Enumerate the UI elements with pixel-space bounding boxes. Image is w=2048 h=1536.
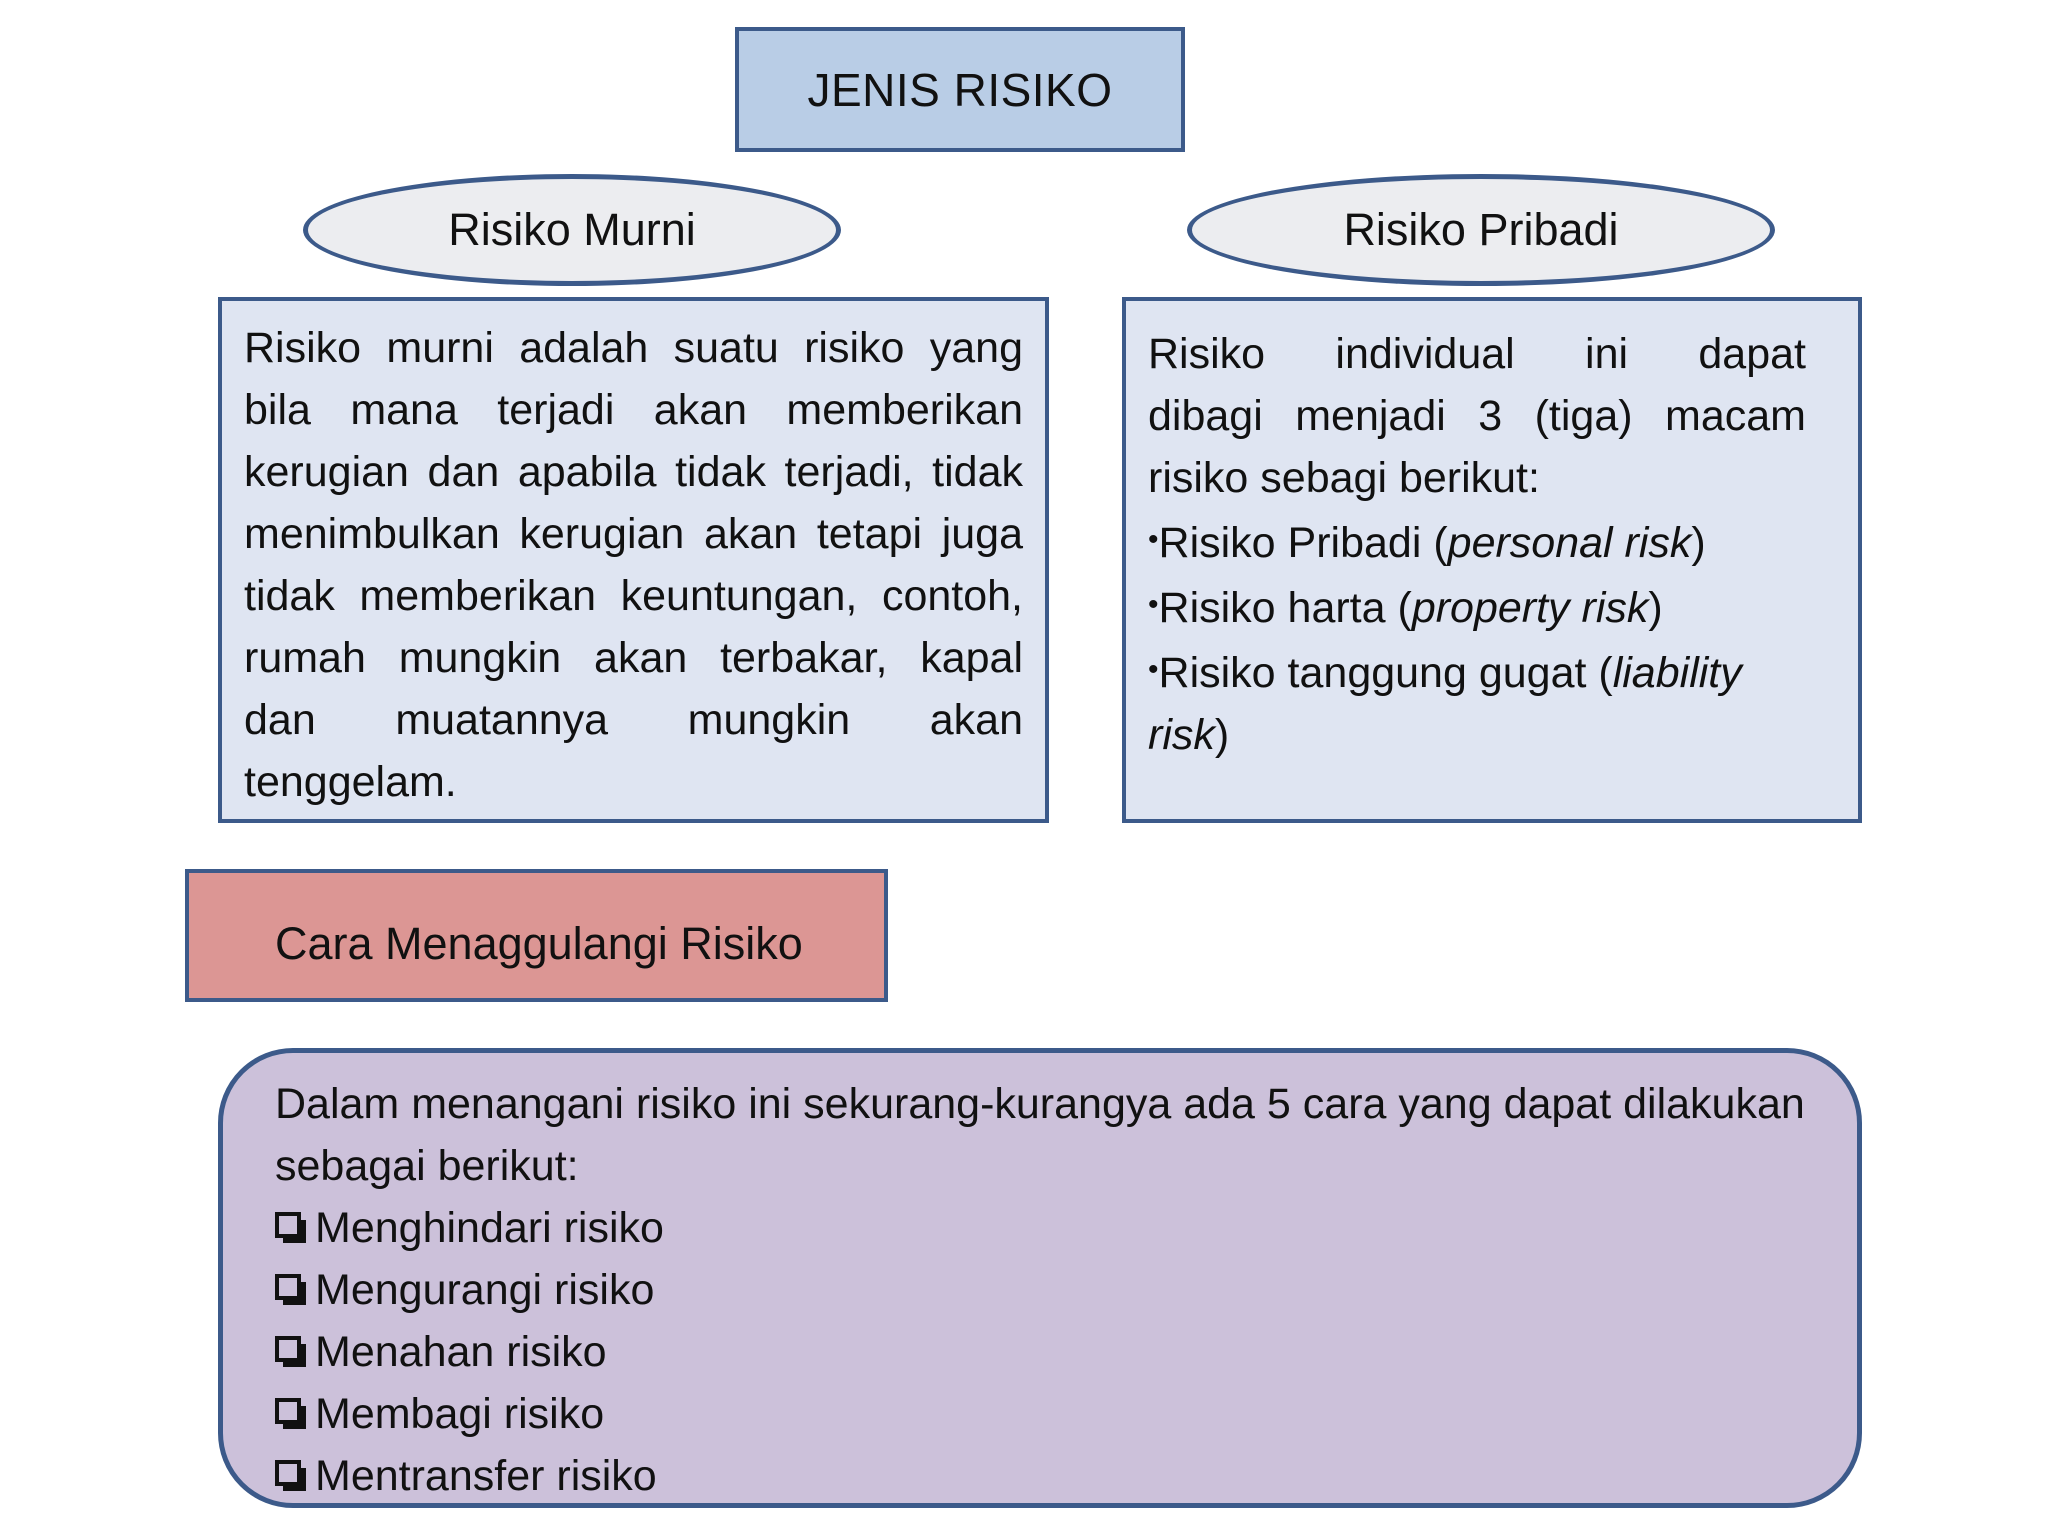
bullet-icon: • (1148, 523, 1159, 556)
list-item: Menahan risiko (275, 1321, 1817, 1383)
risiko-pribadi-intro-line: Risiko individual ini dapat (1148, 330, 1806, 378)
cara-menanggulangi-box (185, 869, 888, 1002)
diagram-title: JENIS RISIKO (807, 63, 1113, 116)
checkbox-bullet-icon (275, 1212, 301, 1238)
bullet-icon: • (1148, 653, 1159, 686)
list-item: Mengurangi risiko (275, 1259, 1817, 1321)
handling-methods-box (218, 1048, 1862, 1508)
checkbox-bullet-icon (275, 1398, 301, 1424)
risiko-pribadi-list (1148, 509, 1806, 766)
risiko-murni-oval (303, 174, 841, 286)
checkbox-bullet-icon (275, 1274, 301, 1300)
risiko-pribadi-oval (1187, 174, 1775, 286)
title-box (735, 27, 1185, 152)
list-item: •Risiko harta (property risk) (1148, 584, 1663, 632)
risiko-pribadi-description-box (1122, 297, 1862, 823)
risiko-murni-label: Risiko Murni (448, 204, 696, 255)
cara-menanggulangi-label: Cara Menaggulangi Risiko (275, 917, 803, 969)
checkbox-bullet-icon (275, 1336, 301, 1362)
list-item: Membagi risiko (275, 1383, 1817, 1445)
list-item: •Risiko tanggung gugat (liability risk) (1148, 649, 1742, 759)
handling-intro: Dalam menangani risiko ini sekurang-kurangya ada 5 cara yang dapat dilakukan sebagai berikut: (275, 1080, 1805, 1190)
risiko-pribadi-label: Risiko Pribadi (1343, 204, 1619, 255)
risiko-pribadi-intro-line: dibagi menjadi 3 (tiga) macam (1148, 392, 1806, 440)
risiko-murni-description-box (218, 297, 1049, 823)
list-item: Menghindari risiko (275, 1197, 1817, 1259)
bullet-icon: • (1148, 588, 1159, 621)
risiko-pribadi-intro-line: risiko sebagi berikut: (1148, 454, 1540, 502)
list-item: •Risiko Pribadi (personal risk) (1148, 519, 1706, 567)
risiko-murni-description: Risiko murni adalah suatu risiko yang bila mana terjadi akan memberikan kerugian dan apabila tidak terjadi, tidak menimbulkan kerugian akan tetapi juga tidak memberikan keuntungan, contoh, rumah mungkin akan terbakar, kapal dan muatannya mungkin akan tenggelam. (244, 324, 1023, 806)
handling-list (275, 1197, 1817, 1507)
list-item: Mentransfer risiko (275, 1445, 1817, 1507)
checkbox-bullet-icon (275, 1460, 301, 1486)
